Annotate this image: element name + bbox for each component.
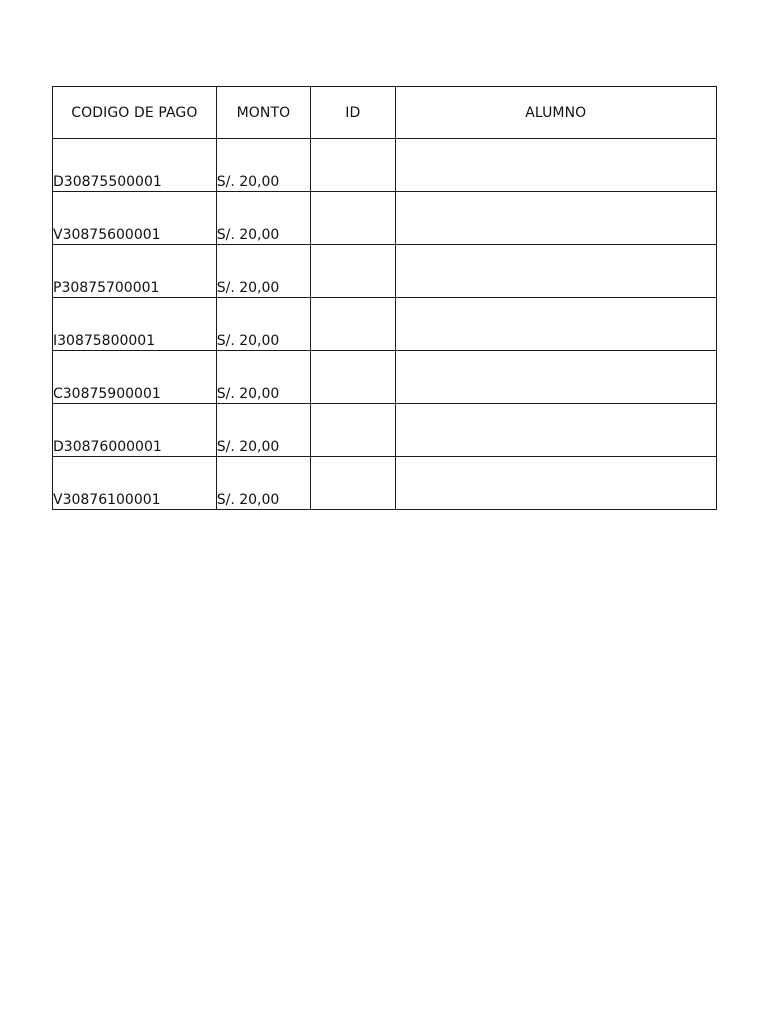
cell-id xyxy=(311,351,395,404)
cell-id xyxy=(311,298,395,351)
cell-amount: S/. 20,00 xyxy=(216,457,310,510)
cell-payment-code: P30875700001 xyxy=(53,245,217,298)
header-id: ID xyxy=(311,87,395,139)
table-row xyxy=(53,192,717,245)
cell-payment-code: D30875500001 xyxy=(53,139,217,192)
cell-student xyxy=(395,457,716,510)
cell-amount: S/. 20,00 xyxy=(216,351,310,404)
cell-id xyxy=(311,457,395,510)
cell-student xyxy=(395,245,716,298)
header-row xyxy=(53,87,717,139)
table-body xyxy=(53,139,717,510)
cell-amount: S/. 20,00 xyxy=(216,298,310,351)
cell-payment-code: I30875800001 xyxy=(53,298,217,351)
cell-payment-code: V30876100001 xyxy=(53,457,217,510)
cell-amount: S/. 20,00 xyxy=(216,192,310,245)
header-codigo-de-pago: CODIGO DE PAGO xyxy=(53,87,217,139)
table-row xyxy=(53,404,717,457)
table-row xyxy=(53,351,717,404)
cell-amount: S/. 20,00 xyxy=(216,139,310,192)
cell-student xyxy=(395,298,716,351)
cell-payment-code: C30875900001 xyxy=(53,351,217,404)
table-header xyxy=(53,87,717,139)
cell-payment-code: V30875600001 xyxy=(53,192,217,245)
cell-id xyxy=(311,139,395,192)
cell-student xyxy=(395,192,716,245)
cell-id xyxy=(311,192,395,245)
header-monto: MONTO xyxy=(216,87,310,139)
cell-student xyxy=(395,139,716,192)
table-row xyxy=(53,245,717,298)
table-row xyxy=(53,457,717,510)
table-row xyxy=(53,139,717,192)
cell-id xyxy=(311,404,395,457)
cell-payment-code: D30876000001 xyxy=(53,404,217,457)
header-alumno: ALUMNO xyxy=(395,87,716,139)
table-row xyxy=(53,298,717,351)
cell-student xyxy=(395,404,716,457)
cell-id xyxy=(311,245,395,298)
cell-amount: S/. 20,00 xyxy=(216,245,310,298)
cell-amount: S/. 20,00 xyxy=(216,404,310,457)
payment-codes-table xyxy=(52,86,717,510)
cell-student xyxy=(395,351,716,404)
